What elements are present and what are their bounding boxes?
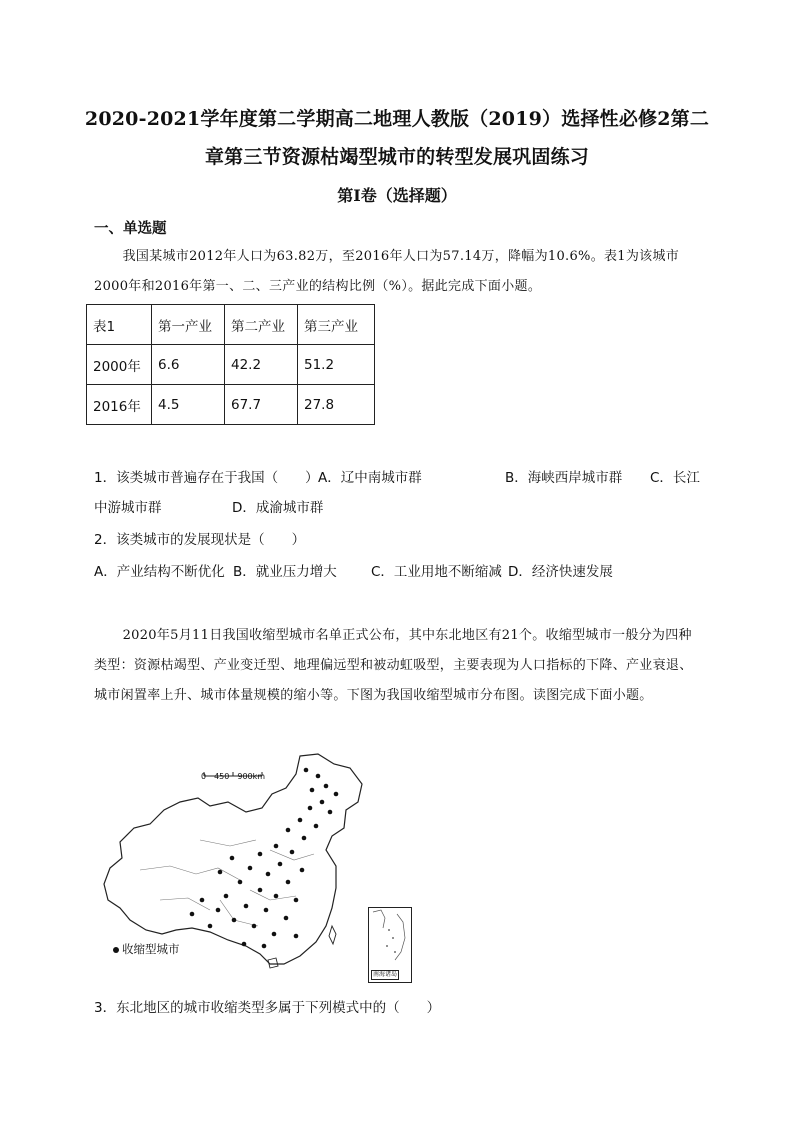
south-china-sea-inset	[368, 907, 412, 983]
table-cell: 第三产业	[298, 305, 375, 345]
map-legend	[113, 941, 180, 957]
table-cell: 2016年	[87, 385, 152, 425]
passage-2: 2020年5月11日我国收缩型城市名单正式公布，其中东北地区有21个。收缩型城市一般分为四种类型：资源枯竭型、产业变迁型、地理偏远型和被动虹吸型，主要表现为人口指标的下降、产业衰退、城市闲置率上升、城市体量规模的缩小等。下图为我国收缩型城市分布图。读图完成下面小题。	[94, 628, 693, 703]
question-1-option-a: A．辽中南城市群	[318, 470, 422, 486]
question-3-stem: 3．东北地区的城市收缩类型多属于下列模式中的（ ）	[94, 1000, 441, 1016]
question-2-option-b: B．就业压力增大	[233, 564, 337, 580]
section-heading: 一、单选题	[94, 221, 167, 237]
question-2-option-d: D．经济快速发展	[508, 564, 613, 580]
question-2-option-c: C．工业用地不断缩减	[371, 564, 502, 580]
table-cell: 67.7	[225, 385, 298, 425]
question-1-stem: 1．该类城市普遍存在于我国（ ）	[94, 470, 319, 486]
legend-dot-icon	[113, 947, 119, 953]
passage-1: 我国某城市2012年人口为63.82万，至2016年人口为57.14万，降幅为10.6%。表1为该城市2000年和2016年第一、二、三产业的结构比例（%）。据此完成下面小题。	[94, 249, 680, 294]
shrinking-city-dots	[190, 768, 339, 949]
table-cell: 4.5	[152, 385, 225, 425]
legend-label: 收缩型城市	[122, 942, 180, 956]
table-cell: 27.8	[298, 385, 375, 425]
table-cell: 2000年	[87, 345, 152, 385]
table-cell: 6.6	[152, 345, 225, 385]
map-scale-label: 0 450 900km	[201, 772, 266, 781]
question-2-stem: 2．该类城市的发展现状是（ ）	[94, 532, 306, 548]
inset-label: 南海诸岛	[373, 971, 398, 978]
industry-structure-table	[86, 304, 375, 425]
table-cell: 第二产业	[225, 305, 298, 345]
table-cell: 表1	[87, 305, 152, 345]
document-title-line-2: 章第三节资源枯竭型城市的转型发展巩固练习	[204, 146, 589, 168]
volume-subtitle: 第I卷（选择题）	[337, 186, 457, 205]
question-1-option-c: C．长江	[650, 470, 700, 486]
question-2-option-a: A．产业结构不断优化	[94, 564, 225, 580]
question-1-option-b: B．海峡西岸城市群	[505, 470, 623, 486]
inset-outline	[369, 908, 411, 968]
table-row	[87, 385, 375, 425]
table-header-row	[87, 305, 375, 345]
table-cell: 51.2	[298, 345, 375, 385]
question-1-option-d: D．成渝城市群	[232, 500, 324, 516]
table-row	[87, 345, 375, 385]
table-cell: 第一产业	[152, 305, 225, 345]
table-cell: 42.2	[225, 345, 298, 385]
question-1-option-c-continued: 中游城市群	[94, 500, 162, 516]
document-title-line-1: 2020-2021学年度第二学期高二地理人教版（2019）选择性必修2第二	[84, 108, 710, 130]
